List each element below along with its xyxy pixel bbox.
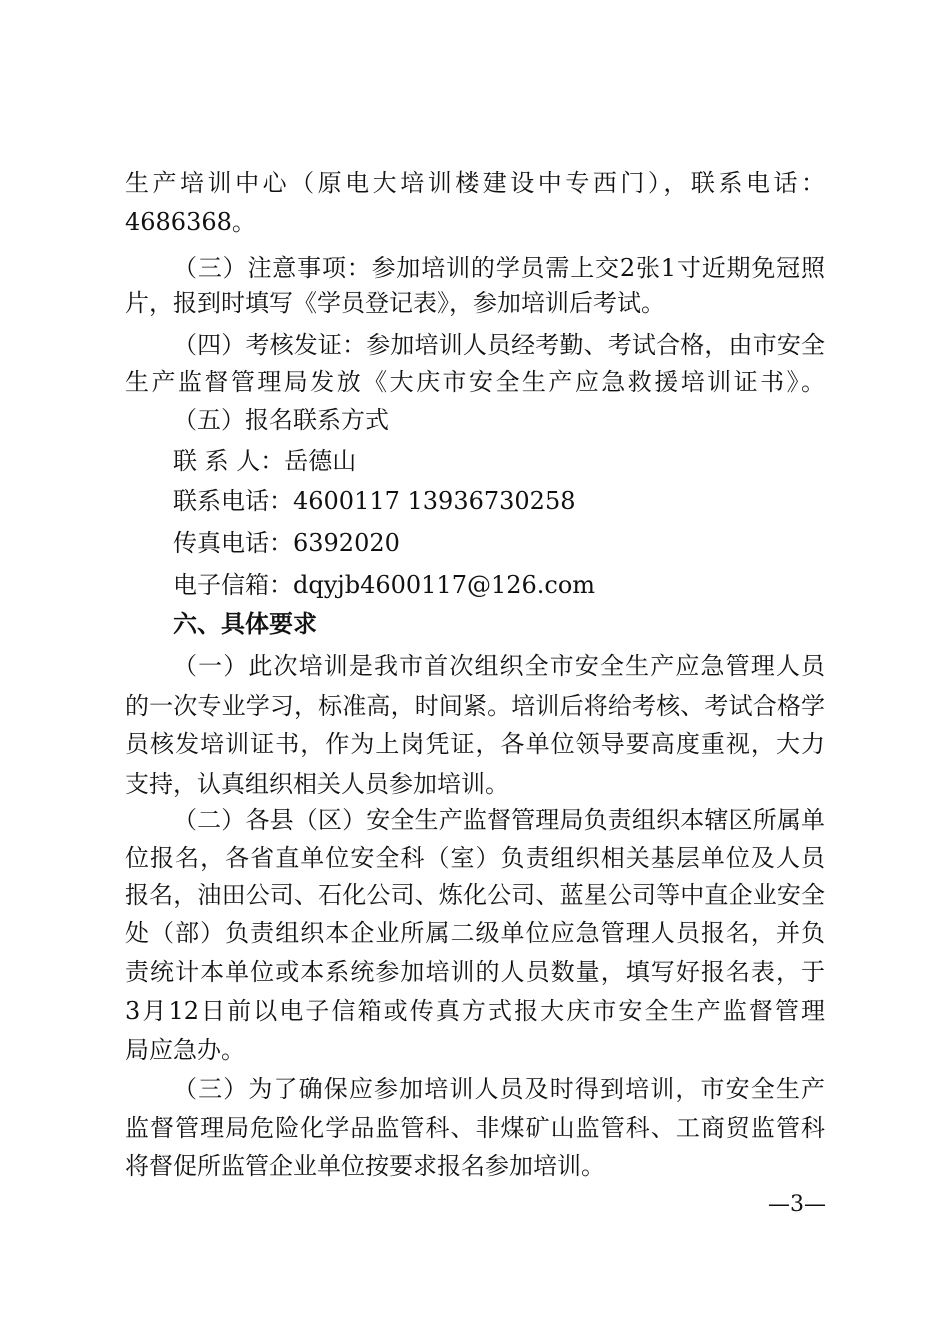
text-line: 责统计本单位或本系统参加培训的人员数量，填写好报名表，于 xyxy=(125,958,825,986)
text-line: 将督促所监管企业单位按要求报名参加培训。 xyxy=(125,1152,605,1180)
text-line: 支持，认真组织相关人员参加培训。 xyxy=(125,770,509,798)
text-line: 位报名，各省直单位安全科（室）负责组织相关基层单位及人员 xyxy=(125,844,825,872)
section-heading: 六、具体要求 xyxy=(173,610,317,638)
text-line: 片，报到时填写《学员登记表》，参加培训后考试。 xyxy=(125,289,665,317)
text-line: 生产监督管理局发放《大庆市安全生产应急救援培训证书》。 xyxy=(125,368,825,396)
text-line: 传真电话：6392020 xyxy=(173,529,400,557)
text-line: （一）此次培训是我市首次组织全市安全生产应急管理人员 xyxy=(173,652,825,680)
text-line: 联 系 人：岳德山 xyxy=(173,447,357,475)
text-line: 3月12日前以电子信箱或传真方式报大庆市安全生产监督管理 xyxy=(125,997,825,1025)
text-line: 报名，油田公司、石化公司、炼化公司、蓝星公司等中直企业安全 xyxy=(125,881,825,909)
text-line: （三）为了确保应参加培训人员及时得到培训，市安全生产 xyxy=(173,1075,825,1103)
text-line: （二）各县（区）安全生产监督管理局负责组织本辖区所属单 xyxy=(173,806,825,834)
text-line: 监督管理局危险化学品监管科、非煤矿山监管科、工商贸监管科 xyxy=(125,1114,825,1142)
text-line: 4686368。 xyxy=(125,208,256,236)
text-line: 的一次专业学习，标准高，时间紧。培训后将给考核、考试合格学 xyxy=(125,692,825,720)
text-line: 处（部）负责组织本企业所属二级单位应急管理人员报名，并负 xyxy=(125,919,825,947)
text-line: （五）报名联系方式 xyxy=(173,406,389,434)
text-line: （四）考核发证：参加培训人员经考勤、考试合格，由市安全 xyxy=(173,331,825,359)
text-line: 局应急办。 xyxy=(125,1036,245,1064)
text-line: 电子信箱：dqyjb4600117@126.com xyxy=(173,571,596,599)
text-line: 联系电话：4600117 13936730258 xyxy=(173,487,576,515)
text-line: （三）注意事项：参加培训的学员需上交2张1寸近期免冠照 xyxy=(173,254,825,282)
text-line: 员核发培训证书，作为上岗凭证，各单位领导要高度重视，大力 xyxy=(125,730,825,758)
text-line: 生产培训中心（原电大培训楼建设中专西门），联系电话： xyxy=(125,169,825,197)
page-number: —3— xyxy=(768,1192,826,1217)
